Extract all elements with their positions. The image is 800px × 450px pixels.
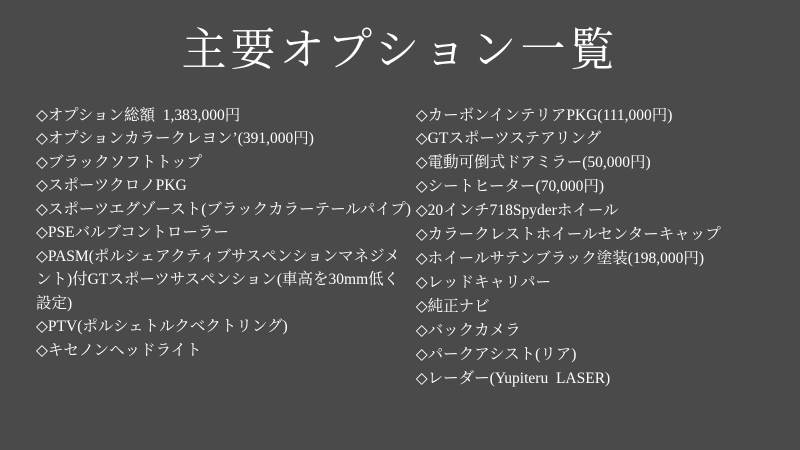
list-item: ◇シートヒーター(70,000円)	[415, 178, 604, 196]
options-column-left	[36, 104, 416, 391]
list-item: ◇バックカメラ	[415, 321, 521, 339]
options-columns	[0, 76, 800, 391]
list-item: ◇ホイールサテンブラック塗装(198,000円)	[415, 250, 704, 268]
list-item: ◇PASM(ポルシェアクティブサスペンションマネジメント)付GTスポーツサスペンション(車高を30mm低く設定)	[36, 247, 400, 312]
options-column-right	[416, 104, 776, 391]
list-item: ◇キセノンヘッドライト	[36, 341, 202, 359]
list-item: ◇PTV(ポルシェトルクベクトリング)	[36, 318, 288, 336]
list-item: ◇20インチ718Spyderホイール	[415, 202, 619, 220]
list-item: ◇ブラックソフトトップ	[36, 153, 203, 171]
list-item: ◇純正ナビ	[415, 298, 490, 315]
list-item: ◇レーダー(Yupiteru LASER)	[415, 369, 611, 387]
page-title: 主要オプション一覧	[181, 25, 619, 75]
list-item: ◇スポーツクロノPKG	[36, 177, 187, 195]
list-item: ◇スポーツエグゾースト(ブラックカラーテールパイプ)	[36, 200, 411, 218]
list-item: ◇電動可倒式ドアミラー(50,000円)	[415, 154, 651, 172]
list-item: ◇パークアシスト(リア)	[415, 345, 577, 363]
list-item: ◇レッドキャリパー	[415, 274, 552, 292]
list-item: ◇PSEバルブコントローラー	[36, 224, 229, 242]
list-item: ◇GTスポーツステアリング	[415, 130, 602, 148]
list-item: ◇オプションカラークレヨン’(391,000円)	[36, 130, 314, 148]
list-item: ◇カラークレストホイールセンターキャップ	[415, 226, 721, 244]
list-item: ◇オプション総額 1,383,000円	[36, 106, 241, 124]
list-item: ◇カーボンインテリアPKG(111,000円)	[415, 106, 673, 124]
